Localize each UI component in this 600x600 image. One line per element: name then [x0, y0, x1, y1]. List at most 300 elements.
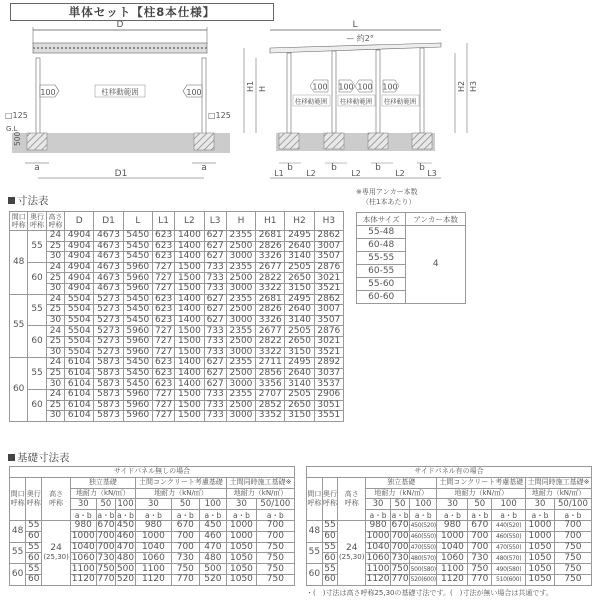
value-cell: 1400 — [175, 294, 204, 305]
value-cell: 2640 — [285, 305, 314, 316]
value-cell: 2495 — [285, 294, 314, 305]
column-header: H3 — [314, 212, 343, 231]
value-cell: 450(520) — [410, 522, 436, 530]
value-cell: 730 — [391, 552, 409, 563]
value-cell: 2640 — [285, 368, 314, 379]
value-cell: 2822 — [256, 336, 285, 347]
value-cell: 733 — [204, 262, 226, 273]
value-cell: 4673 — [94, 252, 123, 263]
column-header: 間口 呼称 — [10, 212, 28, 231]
value-cell: 623 — [152, 315, 174, 326]
anchor-count-cell: 4 — [406, 226, 466, 304]
value-cell: 1120 — [366, 574, 390, 585]
value-cell: 2355 — [226, 294, 255, 305]
value-cell: 730 — [97, 552, 115, 563]
value-cell: 733 — [204, 400, 226, 411]
value-cell: 1000 — [526, 531, 555, 542]
header-row — [307, 477, 592, 488]
value-cell: 700 — [468, 542, 492, 553]
svg-text:100: 100 — [338, 82, 354, 92]
value-cell: 1040 — [71, 541, 95, 552]
table-row — [10, 389, 344, 400]
bearing-value-header: 50/100 — [256, 499, 294, 510]
svg-text:b: b — [375, 163, 381, 173]
depth-code-cell: 60 — [28, 262, 46, 294]
value-cell: 1500 — [175, 283, 204, 294]
dimension-table — [9, 211, 344, 422]
value-cell: 1400 — [175, 252, 204, 263]
value-cell: 24 — [46, 326, 64, 337]
table-row — [10, 379, 344, 390]
value-cell: 733 — [204, 273, 226, 284]
value-cell: 2355 — [226, 326, 255, 337]
table-row — [10, 231, 344, 242]
value-cell: 2650 — [285, 273, 314, 284]
value-cell: 3140 — [285, 315, 314, 326]
depth-code-cell: 55 — [28, 294, 46, 326]
value-cell: 5960 — [123, 411, 152, 422]
value-cell: 5873 — [94, 368, 123, 379]
value-cell: 627 — [204, 379, 226, 390]
value-cell: 750 — [554, 542, 591, 553]
column-header: H1 — [256, 212, 285, 231]
column-header: 奥行 呼称 — [28, 212, 46, 231]
value-cell: 2505 — [285, 326, 314, 337]
value-cell: 2822 — [256, 273, 285, 284]
bearing-value-header: 50/100 — [554, 499, 591, 510]
value-cell: 770 — [97, 574, 115, 585]
value-cell: 24 — [46, 358, 64, 369]
value-cell: 1060 — [135, 553, 171, 564]
value-cell: 3140 — [285, 252, 314, 263]
value-cell: 3000 — [226, 315, 255, 326]
value-cell: 3021 — [314, 336, 343, 347]
value-cell: 623 — [152, 294, 174, 305]
table-title-row — [307, 467, 592, 478]
row-header: 奥行 呼称 — [322, 477, 338, 520]
table-row — [10, 336, 344, 347]
value-cell: 1050 — [526, 564, 555, 575]
value-cell: 480(570) — [410, 554, 436, 562]
foundation-type-header: 土間同時施工基礎※ — [227, 477, 295, 488]
value-cell: 470 — [116, 541, 135, 552]
value-cell: 2876 — [314, 326, 343, 337]
depth-code-cell: 60 — [26, 553, 42, 564]
value-cell: 623 — [152, 231, 174, 242]
value-cell: 670 — [97, 520, 115, 531]
value-cell: 2707 — [256, 389, 285, 400]
ab-header: a・b — [492, 510, 526, 521]
value-cell: 750 — [554, 574, 591, 585]
value-cell: 700 — [391, 531, 409, 542]
value-cell: 5960 — [123, 336, 152, 347]
value-cell: 25 — [46, 273, 64, 284]
dimension-table-title: 寸法表 — [8, 193, 49, 208]
value-cell: 1500 — [175, 347, 204, 358]
value-cell: 1000 — [227, 531, 257, 542]
column-header: 高さ 呼称 — [46, 212, 64, 231]
ab-header: a・b — [172, 510, 200, 521]
value-cell: 3150 — [285, 347, 314, 358]
value-cell: 460 — [199, 531, 227, 542]
foundation-type-header: 土間同時施工基礎※ — [527, 478, 590, 487]
value-cell: 1050 — [227, 553, 257, 564]
table-title-row — [10, 467, 295, 478]
row-header: 高さ 呼称 — [42, 477, 71, 520]
value-cell: 5273 — [94, 326, 123, 337]
value-cell: 1000 — [366, 531, 390, 542]
value-cell: 1500 — [175, 389, 204, 400]
bearing-value-header: 30 — [526, 499, 555, 510]
table-row — [10, 358, 344, 369]
value-cell: 1500 — [175, 326, 204, 337]
value-cell: 460(550) — [410, 533, 436, 541]
depth-code-cell: 55 — [28, 358, 46, 390]
width-code-cell: 60 — [10, 358, 28, 422]
value-cell: 5960 — [123, 283, 152, 294]
value-cell: 460 — [116, 531, 135, 542]
value-cell: 3537 — [314, 379, 343, 390]
value-cell: 2355 — [226, 231, 255, 242]
depth-code-cell: 55 — [26, 564, 42, 575]
foundation-type-header: 独立基礎 — [70, 477, 135, 488]
value-cell: 1500 — [175, 411, 204, 422]
value-cell: 5450 — [123, 379, 152, 390]
width-code-cell: 60 — [10, 564, 26, 586]
value-cell: 750 — [256, 542, 294, 553]
value-cell: 1060 — [71, 552, 95, 563]
depth-code-cell: 55 — [26, 520, 42, 531]
value-cell: 700 — [97, 531, 115, 542]
table-row — [307, 520, 592, 531]
value-cell: 627 — [204, 358, 226, 369]
svg-text:H2: H2 — [457, 80, 466, 92]
value-cell: 770 — [468, 574, 492, 585]
value-cell: 980 — [366, 520, 391, 531]
value-cell: 700 — [256, 531, 294, 542]
value-cell: 30 — [46, 315, 64, 326]
anchor-header-count: アンカー本数 — [406, 213, 466, 226]
foundation-type-header: 土間コンクリート考慮基礎 — [437, 477, 526, 488]
value-cell: 25 — [46, 400, 64, 411]
table-row — [10, 411, 344, 422]
value-cell: 1000 — [71, 531, 95, 542]
svg-text:□125: □125 — [5, 111, 28, 120]
value-cell: 5450 — [123, 241, 152, 252]
ab-header: a・b — [199, 510, 227, 521]
bearing-value-header: 30 — [135, 499, 171, 510]
table-title: サイドパネル無しの場合 — [10, 467, 295, 478]
value-cell: 30 — [46, 411, 64, 422]
value-cell: 6104 — [65, 368, 94, 379]
bearing-header: 地耐力（kN/㎡） — [70, 488, 135, 499]
svg-text:b: b — [331, 163, 337, 173]
value-cell: 470 — [199, 542, 227, 553]
value-cell: 1000 — [227, 520, 257, 531]
value-cell: 3037 — [314, 368, 343, 379]
value-cell: 3322 — [256, 283, 285, 294]
value-cell: 1060 — [366, 552, 390, 563]
value-cell: 3322 — [256, 347, 285, 358]
value-cell: 1120 — [437, 574, 468, 585]
value-cell: 490(580) — [492, 564, 526, 575]
depth-code-cell: 60 — [26, 574, 42, 585]
value-cell: 3507 — [314, 315, 343, 326]
ab-header: a・b — [97, 510, 115, 520]
table-row — [10, 520, 295, 531]
value-cell: 700 — [256, 520, 294, 531]
bearing-value-header: 50 — [172, 499, 200, 510]
value-cell: 5504 — [65, 347, 94, 358]
table-row — [10, 326, 344, 337]
value-cell: 3326 — [256, 252, 285, 263]
value-cell: 727 — [152, 336, 174, 347]
value-cell: 3007 — [314, 305, 343, 316]
bearing-value-header: 100 — [117, 498, 134, 509]
value-cell: 450 — [199, 520, 227, 531]
value-cell: 470(550) — [410, 543, 436, 551]
value-cell: 5273 — [94, 347, 123, 358]
body-size-cell: 60-48 — [357, 239, 406, 252]
width-code-cell: 55 — [10, 294, 28, 358]
value-cell: 3000 — [226, 379, 255, 390]
value-cell: 4673 — [94, 231, 123, 242]
column-header: H — [226, 212, 255, 231]
value-cell: 460(550) — [492, 531, 526, 542]
value-cell: 25 — [46, 305, 64, 316]
value-cell: 750 — [256, 564, 294, 575]
row-header: 高さ 呼称 — [338, 477, 366, 520]
row-header: 奥行 呼称 — [26, 477, 42, 520]
value-cell: 727 — [152, 326, 174, 337]
side-elevation-diagram — [240, 20, 480, 185]
value-cell: 2906 — [314, 389, 343, 400]
value-cell: 6104 — [65, 400, 94, 411]
table-row — [10, 283, 344, 294]
value-cell: 727 — [152, 389, 174, 400]
value-cell: 1120 — [135, 574, 171, 585]
value-cell: 5273 — [94, 305, 123, 316]
value-cell: 4673 — [94, 283, 123, 294]
value-cell: 5873 — [94, 411, 123, 422]
value-cell: 500 — [199, 564, 227, 575]
row-header: 間口 呼称 — [307, 477, 323, 520]
svg-text:L2: L2 — [306, 169, 316, 178]
value-cell: 627 — [204, 294, 226, 305]
value-cell: 2856 — [256, 368, 285, 379]
svg-text:G.L: G.L — [6, 125, 18, 133]
ab-header: a・b — [227, 510, 257, 521]
ab-header: a・b — [391, 510, 409, 520]
depth-code-cell: 60 — [28, 326, 46, 358]
foundation-table-title: 基礎寸法表 — [8, 450, 70, 465]
svg-text:500: 500 — [13, 131, 22, 146]
svg-text:柱移動範囲: 柱移動範囲 — [339, 97, 373, 106]
value-cell: 500 — [116, 563, 135, 574]
value-cell: 1500 — [175, 400, 204, 411]
value-cell: 4904 — [65, 241, 94, 252]
table-row — [10, 241, 344, 252]
value-cell: 627 — [204, 252, 226, 263]
bearing-value-header: 30 — [227, 499, 257, 510]
front-elevation-diagram — [0, 20, 240, 185]
value-cell: 1500 — [175, 336, 204, 347]
column-header: L1 — [152, 212, 174, 231]
value-cell: 24 — [46, 262, 64, 273]
value-cell: 510(600) — [492, 574, 526, 585]
value-cell: 3000 — [226, 347, 255, 358]
table-row — [10, 273, 344, 284]
value-cell: 5960 — [123, 400, 152, 411]
value-cell: 1400 — [175, 305, 204, 316]
value-cell: 5273 — [94, 336, 123, 347]
value-cell: 2500 — [226, 273, 255, 284]
bearing-value-header: 30 — [437, 499, 468, 510]
ab-header: a・b — [256, 510, 294, 521]
value-cell: 5960 — [123, 389, 152, 400]
value-cell: 770 — [172, 574, 200, 585]
value-cell: 2711 — [256, 358, 285, 369]
value-cell: 520 — [116, 574, 135, 585]
value-cell: 727 — [152, 347, 174, 358]
value-cell: 5873 — [94, 389, 123, 400]
value-cell: 6104 — [65, 411, 94, 422]
value-cell: 470(550) — [492, 542, 526, 553]
svg-text:b: b — [287, 163, 293, 173]
value-cell: 520(600) — [410, 576, 436, 584]
table-row — [10, 252, 344, 263]
value-cell: 5273 — [94, 294, 123, 305]
value-cell: 623 — [152, 252, 174, 263]
table-row — [10, 315, 344, 326]
table-row — [10, 400, 344, 411]
value-cell: 733 — [204, 326, 226, 337]
bearing-value-header: 30 — [70, 499, 96, 510]
value-cell: 3507 — [314, 252, 343, 263]
anchor-note: ※専用アンカー本数 （柱1本あたり） — [356, 188, 418, 206]
svg-text:a: a — [34, 163, 40, 173]
value-cell: 670 — [172, 520, 200, 531]
value-cell: 727 — [152, 283, 174, 294]
value-cell: 750 — [468, 564, 492, 575]
value-cell: 623 — [152, 305, 174, 316]
ab-header: a・b — [410, 510, 437, 521]
svg-text:H3: H3 — [469, 80, 478, 92]
value-cell: 25 — [46, 336, 64, 347]
value-cell: 4904 — [65, 262, 94, 273]
svg-text:柱移動範囲: 柱移動範囲 — [383, 97, 417, 106]
table-row — [10, 368, 344, 379]
value-cell: 1500 — [175, 273, 204, 284]
value-cell: 2681 — [256, 294, 285, 305]
value-cell: 5873 — [94, 400, 123, 411]
depth-code-cell: 60 — [322, 574, 338, 585]
value-cell: 3140 — [285, 379, 314, 390]
value-cell: 1400 — [175, 368, 204, 379]
height-code-cell: 24 (25,30) — [338, 520, 366, 585]
value-cell: 733 — [204, 389, 226, 400]
depth-code-cell: 60 — [28, 389, 46, 421]
value-cell: 30 — [46, 379, 64, 390]
column-header: L3 — [204, 212, 226, 231]
value-cell: 3551 — [314, 411, 343, 422]
depth-code-cell: 60 — [322, 531, 338, 542]
value-cell: 623 — [152, 241, 174, 252]
value-cell: 627 — [204, 231, 226, 242]
value-cell: 2500 — [226, 400, 255, 411]
value-cell: 5504 — [65, 305, 94, 316]
height-code-cell: 24 (25,30) — [42, 520, 71, 585]
value-cell: 30 — [46, 347, 64, 358]
value-cell: 24 — [46, 231, 64, 242]
svg-text:100: 100 — [186, 88, 202, 97]
value-cell: 500(580) — [410, 565, 436, 573]
value-cell: 1400 — [175, 231, 204, 242]
svg-text:100: 100 — [312, 82, 328, 92]
svg-text:100: 100 — [357, 82, 373, 92]
foundation-table-without-panel — [9, 466, 295, 586]
depth-code-cell: 55 — [322, 564, 338, 575]
table-title: サイドパネル有の場合 — [307, 467, 592, 478]
value-cell: 1400 — [175, 379, 204, 390]
value-cell: 480 — [199, 553, 227, 564]
svg-text:— 約2°: — 約2° — [346, 34, 374, 43]
svg-text:b: b — [419, 163, 425, 173]
bearing-value-header: 100 — [199, 499, 227, 510]
value-cell: 5273 — [94, 315, 123, 326]
value-cell: 1050 — [526, 553, 555, 564]
value-cell: 750 — [391, 563, 409, 574]
value-cell: 2852 — [256, 400, 285, 411]
value-cell: 3326 — [256, 315, 285, 326]
value-cell: 730 — [172, 553, 200, 564]
value-cell: 480 — [116, 552, 135, 563]
column-header: D — [65, 212, 94, 231]
value-cell: 2500 — [226, 368, 255, 379]
svg-text:柱移動範囲: 柱移動範囲 — [101, 87, 139, 97]
value-cell: 3007 — [314, 241, 343, 252]
value-cell: 3051 — [314, 400, 343, 411]
ab-header: a・b — [117, 510, 134, 520]
value-cell: 1050 — [526, 574, 555, 585]
value-cell: 4904 — [65, 252, 94, 263]
body-size-cell: 55-60 — [357, 278, 406, 291]
header-row — [10, 477, 295, 488]
value-cell: 5504 — [65, 326, 94, 337]
bearing-value-header: 100 — [410, 499, 437, 510]
value-cell: 5504 — [65, 336, 94, 347]
value-cell: 980 — [70, 520, 96, 531]
value-cell: 2495 — [285, 231, 314, 242]
depth-code-cell: 55 — [322, 542, 338, 553]
width-code-cell: 55 — [10, 542, 26, 564]
value-cell: 5873 — [94, 358, 123, 369]
width-code-cell: 55 — [307, 542, 323, 564]
width-code-cell: 48 — [10, 520, 26, 542]
value-cell: 4673 — [94, 262, 123, 273]
depth-code-cell: 55 — [26, 542, 42, 553]
value-cell: 6104 — [65, 358, 94, 369]
value-cell: 2677 — [256, 262, 285, 273]
width-code-cell: 60 — [307, 564, 323, 586]
page-title: 単体セット【柱8本仕様】 — [10, 3, 274, 21]
value-cell: 1040 — [366, 541, 390, 552]
value-cell: 670 — [468, 520, 492, 531]
table-row — [357, 226, 466, 239]
value-cell: 520 — [199, 574, 227, 585]
value-cell: 2355 — [226, 358, 255, 369]
value-cell: 2876 — [314, 262, 343, 273]
